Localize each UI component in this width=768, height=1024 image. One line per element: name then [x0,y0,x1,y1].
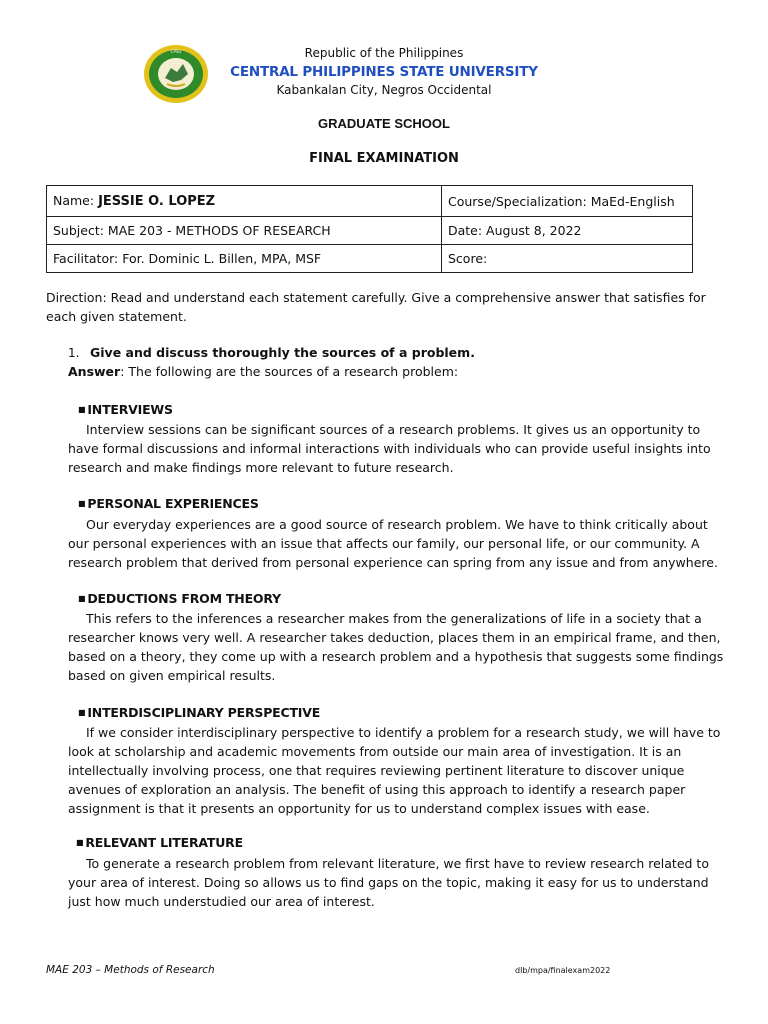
question-1 [68,345,475,360]
answer-label: Answer [68,364,121,379]
square-bullet-icon: ■ [78,499,86,508]
section-heading-personal-experiences [78,496,259,511]
university-city: Kabankalan City, Negros Occidental [276,83,492,97]
section-heading-interviews [78,402,173,417]
section-body-interviews: Interview sessions can be significant sources of a research problems. It gives us an opportunity to have formal discussions and informal interactions with individuals who can provide useful insights into research and make findings more relevant to future research. [68,422,711,475]
section-body-personal-experiences: Our everyday experiences are a good source of research problem. We have to think critically about our personal experiences with an issue that affects our family, our personal life, or our community. A research problem that derived from personal experience can spring from any issue and from anywhere. [68,517,718,570]
square-bullet-icon: ■ [78,405,86,414]
answer-intro-text: : The following are the sources of a research problem: [120,364,459,379]
section-heading-text: PERSONAL EXPERIENCES [87,496,259,511]
name-cell [47,186,442,217]
section-heading-text: DEDUCTIONS FROM THEORY [87,591,281,606]
info-row [47,186,693,217]
answer-intro [68,364,458,379]
section-body-interdisciplinary-perspective: If we consider interdisciplinary perspective to identify a problem for a research study, we will have to look at scholarship and academic movements from outside our main area of investigation. It is an intellectually involving process, one that requires reviewing pertinent literature to discover unique avenues of exploration an analysis. The benefit of using this approach to identify a research paper assignment is that it presents an opportunity for us to understand complex issues with ease. [68,725,721,816]
section-heading-deductions-from-theory [78,591,281,606]
footer-code: dlb/mpa/finalexam2022 [515,966,611,975]
info-row [47,217,693,245]
date-cell: Date: August 8, 2022 [442,217,693,245]
subject-cell: Subject: MAE 203 - METHODS OF RESEARCH [47,217,442,245]
name-label: Name: [53,193,99,208]
direction-text: Direction: Read and understand each statement carefully. Give a comprehensive answer that satisfies for each given statement. [46,290,706,324]
section-body-deductions-from-theory: This refers to the inferences a researcher makes from the generalizations of life in a society that a researcher knows very well. A researcher takes deduction, places them in an empirical frame, and then, based on a theory, they come up with a research problem and a hypothesis that suggests some findings based on given empirical results. [68,611,724,683]
question-text: Give and discuss thoroughly the sources of a problem. [90,345,475,360]
section-heading-text: INTERVIEWS [87,402,173,417]
name-value: JESSIE O. LOPEZ [98,194,216,209]
question-number: 1. [68,346,80,360]
exam-title: FINAL EXAMINATION [309,151,459,166]
school-name: GRADUATE SCHOOL [318,116,450,131]
section-body-relevant-literature: To generate a research problem from relevant literature, we first have to review research related to your area of interest. Doing so allows us to find gaps on the topic, making it easy for us to understand just how much understudied our area of interest. [68,856,709,909]
info-row [47,245,693,273]
square-bullet-icon: ■ [78,594,86,603]
footer-course: MAE 203 – Methods of Research [46,964,215,976]
square-bullet-icon: ■ [78,708,86,717]
square-bullet-icon: ■ [76,838,84,847]
republic-line: Republic of the Philippines [304,46,464,60]
score-cell: Score: [442,245,693,273]
section-heading-text: RELEVANT LITERATURE [85,835,243,850]
svg-text:CPSU: CPSU [170,49,182,54]
course-cell: Course/Specialization: MaEd-English [442,186,693,217]
section-heading-relevant-literature [76,835,243,850]
section-heading-text: INTERDISCIPLINARY PERSPECTIVE [87,705,321,720]
student-info-table [46,185,693,273]
university-name: CENTRAL PHILIPPINES STATE UNIVERSITY [230,64,538,80]
section-heading-interdisciplinary-perspective [78,705,320,720]
facilitator-cell: Facilitator: For. Dominic L. Billen, MPA, MSF [47,245,442,273]
